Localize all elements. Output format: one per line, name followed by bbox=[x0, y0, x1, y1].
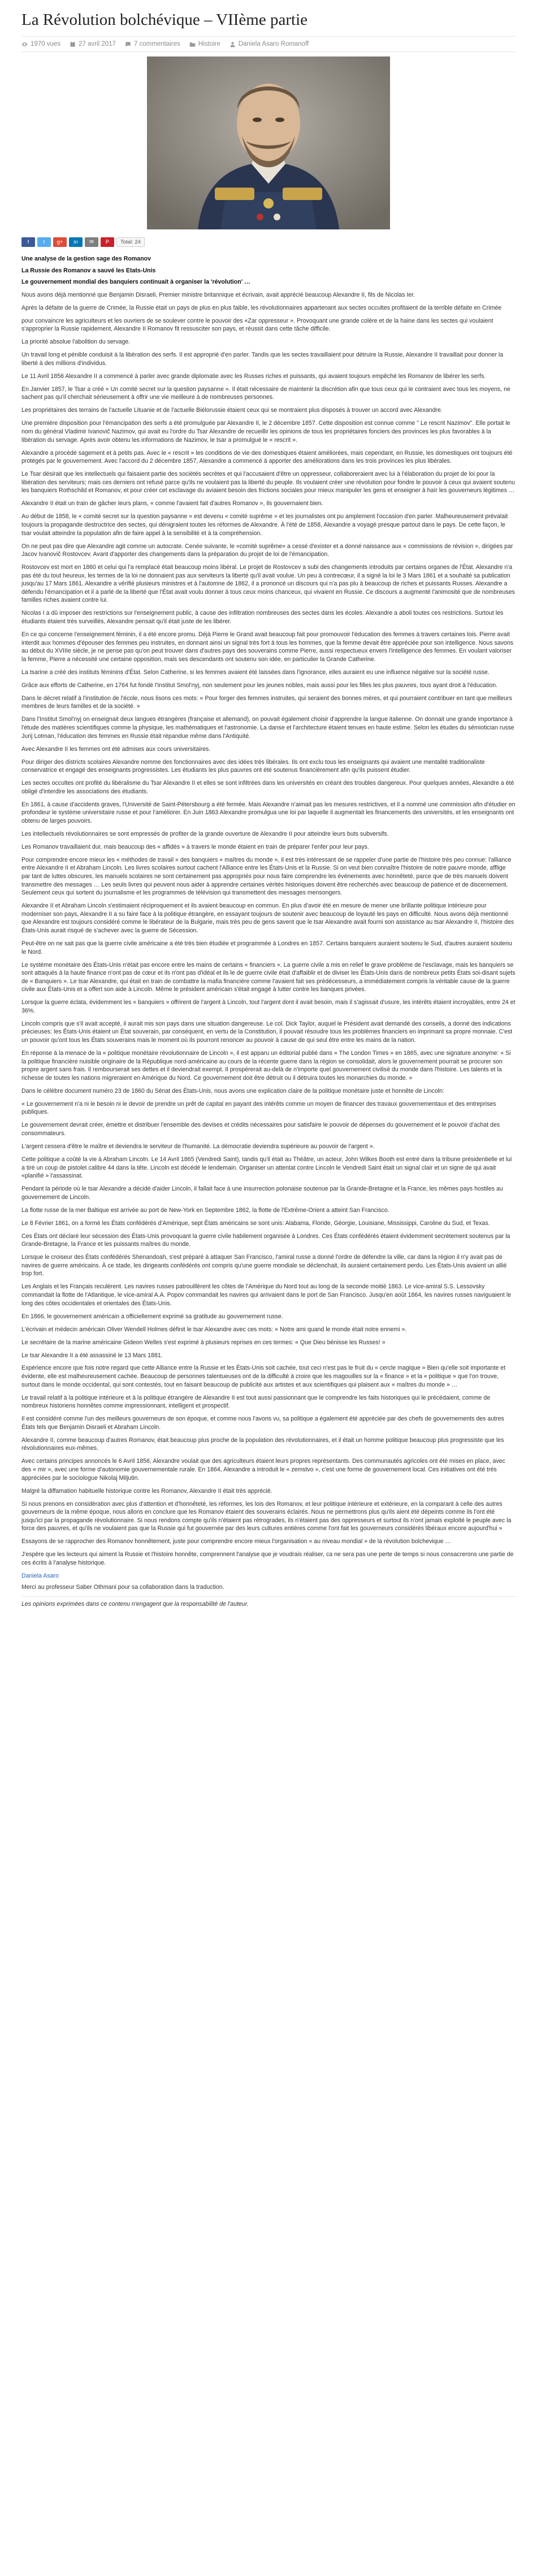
article-paragraph: Rostovcev est mort en 1860 et celui qui l'a remplacé était beaucoup moins libéral. Le projet de Rostovcev a subi des changements introduits par certains organes de l'État. Alexandre n'a pas été du tout heureux, les termes de la loi ne donnaient pas aux serviteurs la liberté qu'il avait voulue. Un peu à contrecœur, il a signé la loi le 3 Mars 1861 et a souhaité sa publication jusqu'au 17 Mars 1861. Alexandre a vérifié plusieurs ministres et à l'automne de 1862, il a prononcé un discours qui n'a pas plu à beaucoup de riches et puissants Russes. Alexandre a défendu l'émancipation et il a parlé de la liberté que l'État avait voulu donner à tous ceux moins chanceux, qui vivaient en Russie. Ce discours a augmenté l'animosité que de nombreuses familles riches avaient contre lui. bbox=[21, 564, 515, 604]
article-paragraph: Ces États ont déclaré leur sécession des États-Unis provoquant la guerre civile habilement organisée à Londres. Ces États confédérés étaient évidemment secrètement soutenus par la Grande-Bretagne, la France et les puissants maîtres du monde. bbox=[21, 1232, 510, 1248]
publish-date: 27 avril 2017 bbox=[79, 41, 116, 47]
article-meta bbox=[21, 36, 516, 52]
share-bar bbox=[21, 237, 516, 247]
article-paragraph: Le système monétaire des États-Unis n'était pas encore entre les mains de certains « financiers ». La guerre civile a mis en relief le grave problème de l'esclavage, mais les banquiers se sont attaqués à la haute finance n'ont pas de cœur et ils n'ont pas d'idéal et ils le de guerre civile était d'affaiblir et de diviser les États-Unis dans de nombreux petits États soi-disant sujets de « Banquiers ». Le tsar Alexandre, qui était en train de combattre la mafia financière comme l'avaient fait ses prédécesseurs, a immédiatement compris la véritable cause de la guerre civile aux États-Unis et a offert son aide à Lincoln. Même le président américain s'était engagé à lutter contre les banques privées. bbox=[21, 961, 516, 993]
views-count: 1970 vues bbox=[31, 41, 61, 47]
article-paragraph: Le tsar Alexandre II a été assassiné le 13 Mars 1881. bbox=[21, 1352, 163, 1359]
user-icon bbox=[229, 41, 236, 47]
article-body bbox=[21, 255, 516, 1609]
category-link[interactable]: Histoire bbox=[198, 41, 220, 47]
article-paragraph: Pour diriger des districts scolaires Alexandre nomme des fonctionnaires avec des idées très libérales. Ils ont exclu tous les enseignants qui avaient une mentalité traditionaliste conservatrice et engagé des enseignants progressistes. Les étudiants les plus pauvres ont été soutenus financièrement afin qu'ils puissent étudier. bbox=[21, 758, 485, 774]
article-paragraph: Dans l'Institut Smol'nyj on enseignait deux langues étrangères (française et allemand), on pouvait également choisir d'apprendre la langue italienne. On donnait une grande importance à l'étude des matières scientifiques comme la physique, les mathématiques et l'astronomie. La danse et l'architecture étaient tenues en haute estime. Selon les études du sémiotician russe Jurij Lotman, l'éducation des femmes en Russie était répandue même dans l'Antiquité. bbox=[21, 716, 514, 740]
article-paragraph: Alexandre II était un train de gâcher leurs plans, « comme l'avaient fait d'autres Romanov », ils gouvernaient bien. bbox=[21, 500, 323, 507]
share-total-count: Total: 24 bbox=[116, 237, 145, 247]
article-paragraph: En 1861, à cause d'accidents graves, l'Université de Saint-Pétersbourg a été fermée. Mais Alexandre n'aimait pas les mesures restrictives, et il a nommé une commission afin d'étudier en profondeur le système universitaire russe et pour l'améliorer. En Juin 1863 Alexandre promulgua une loi par laquelle il augmentait les financements des universités, et les enseignants ont obtenu de larges pouvoirs. bbox=[21, 801, 516, 824]
author-meta[interactable] bbox=[229, 41, 309, 47]
article-paragraph: Essayons de se rapprocher des Romanov honnêtement, juste pour comprendre encore mieux l'organisation « au niveau mondial » de la révolution bolchevique … bbox=[21, 1538, 451, 1545]
article-paragraph: Le Tsar désirait que les intellectuels qui faisaient partie des sociétés secrètes et qui l'accusaient d'être un oppresseur, collaboreraient avec lui à l'élaboration du projet de loi pour la libération des serviteurs; mais ces derniers ont refusé parce qu'ils ne voulaient pas la liberté du peuple. Ils voulaient créer une révolution pour fondre le pouvoir à ceux qui avaient soutenu les banquiers Rothschild et Romanov, et pour créer cet esclavage du aviaient besoin des frictions sociales pour mieux manipuler les gens et enseigner à haïr les gouverneurs légitimes … bbox=[21, 471, 515, 494]
article-paragraph: Lorsque la guerre éclata, évidemment les « banquiers » offrirent de l'argent à Lincoln, tout l'argent dont il avait besoin, mais il s'agissait d'usure, les intérêts étaient incroyables, entre 24 et 36%. bbox=[21, 999, 516, 1014]
comments-link[interactable]: 7 commentaires bbox=[133, 41, 180, 47]
comments-meta[interactable] bbox=[125, 41, 180, 47]
article-paragraph: En ce qui concerne l'enseignement féminin, il a été encore promu. Déjà Pierre le Grand avait beaucoup fait pour promouvoir l'éducation des femmes à travers certaines lois. Pierre avait interdit aux hommes d'épouser des femmes peu instruites, en donnant ainsi un signal très fort à tous les hommes, que la femme devait être appréciée pour son intelligence. Nous savons au début du XVIIIe siècle, je ne pense pas qu'on peut trouver dans d'autres pays des souverains comme Pierre, aussi respectueux envers l'intelligence des femmes. En voulant valoriser la femme, Pierre a nécessité une certaine opposition, mais ses descendants ont soutenu son idée, en particulier la Grande Catherine. bbox=[21, 631, 514, 663]
article-paragraph: Lorsque le croiseur des États confédérés Shenandoah, s'est préparé à attaquer San Francisco, l'amiral russe a donné l'ordre de défendre la ville, car dans la région il n'y avait pas de navires de guerre américains. À ce stade, les dirigeants confédérés ont compris qu'une guerre mondiale se déclenchait, ils auraient certainement perdu. Les États-Unis avaient un allié trop fort. bbox=[21, 1254, 507, 1278]
article-paragraph: Alexandre II et Abraham Lincoln s'estimaient réciproquement et ils avaient beaucoup en commun. En plus d'avoir été en mesure de mener une brillante politique intérieure pour moderniser son pays, Alexandre II a su faire face à la politique étrangère, en essayant toujours de soutenir avec beaucoup de loyauté les pays en difficulté. Nous avons déjà mentionné que Alexandre est toujours considéré comme le libérateur de la Bulgarie, mais très peu de gens savent que le tsar Alexandre avait fourni son assistance au tsar Alexandre II, l'histoire des États-Unis aurait risqué de s'achever avec la guerre de Sécession. bbox=[21, 902, 514, 934]
article-paragraph: Alexandre II, comme beaucoup d'autres Romanov, était beaucoup plus proche de la population des révolutionnaires, et il était un homme politique beaucoup plus progressiste que les révolutionnaires eux-mêmes. bbox=[21, 1436, 504, 1452]
article-paragraph: L'argent cessera d'être le maître et deviendra le serviteur de l'humanité. La démocratie deviendra supérieure au pouvoir de l'argent ». bbox=[21, 1143, 375, 1150]
date-meta bbox=[70, 41, 116, 47]
share-linkedin-button[interactable]: in bbox=[69, 237, 83, 247]
article-paragraph: Avec certains principes annoncés le 6 Avril 1856, Alexandre voulait que des agriculteurs étaient leurs propres représentants. Des communautés agricoles ont été mises en place, avec des « mir », avec une forme d'autonomie gouvernementale rurale. En 1864, Alexandre a introduit le « zemstvo », c'est une forme de gouvernement local. Ces initiatives ont été très appréciées par le sociologue Nikolaj Miljutin. bbox=[21, 1458, 505, 1482]
article-paragraph: Alexandre a procédé sagement et à petits pas. Avec le « rescrit » les conditions de vie des domestiques étaient améliorées, mais cependant, en Russie, les domestiques ont toujours été protégés par le gouvernement. Avec l'accord du 2 décembre 1857, Alexandre a commencé à apporter des améliorations dans les trois provinces les plus libérales. bbox=[21, 449, 513, 465]
share-google-button[interactable]: g+ bbox=[53, 237, 67, 247]
share-twitter-button[interactable]: t bbox=[37, 237, 51, 247]
article-paragraph: J'espère que les lecteurs qui aiment la Russie et l'histoire honnête, comprennent l'analyse que je voudrais réaliser, ca ne sera pas une perte de temps si nous consacrerons une partie de ces écrits à l'analyse historique. bbox=[21, 1551, 514, 1566]
article-paragraph: La flotte russe de la mer Baltique est arrivée au port de New-York en Septembre 1862, la flotte de l'Extrême-Orient a atteint San Francisco. bbox=[21, 1206, 389, 1214]
article-paragraph: En réponse à la menace de la « politique monétaire révolutionnaire de Lincoln », il est apparu un éditorial publié dans « The London Times » en 1865, avec une signature anonyme: « Si la politique financière nuisible originaire de la République nord-américaine au cours de la récente guerre dans la région se consolidait, alors le gouvernement pourrait se procurer son propre argent sans frais. Il rembourserait ses dettes et il deviendrait exempt. Il prospérerait au-delà de n'importe quel gouvernement civilisé du monde dans l'histoire. Les talents et la richesse de toutes les nations migreraient en Amérique du Nord. Ce gouvernement doit être détruit ou il détruira toutes les monarchies du monde. » bbox=[21, 1050, 511, 1081]
share-facebook-button[interactable]: f bbox=[21, 237, 35, 247]
portrait-image bbox=[147, 57, 390, 229]
article-paragraph: Dans le décret relatif à l'institution de l'école, nous lisons ces mots: « Pour forger des femmes instruites, qui seraient des bonnes mères, et qui pourraient contribuer en tant que meilleurs membres de leurs familles et de la société. » bbox=[21, 694, 512, 710]
subheading-2: La Russie des Romanov a sauvé les Etats-Unis bbox=[21, 267, 156, 274]
translation-thanks: Merci au professeur Saber Othmani pour sa collaboration dans la traduction. bbox=[21, 1584, 224, 1591]
article-paragraph: Pour comprendre encore mieux les « méthodes de travail » des banquiers « maîtres du monde », il est très intéressant de se rappeler d'une partie de l'histoire très peu connue: l'alliance entre Alexandre II et Abraham Lincoln. Les livres scolaires surtout cachent l'Alliance entre les États-Unis et la Russie. Si on veut bien connaître l'histoire de notre pauvre monde, afflige par tant de luttes obscures, les manuels scolaires ne sont certainement pas appropriés pour nous faire comprendre les événements avec honnêteté, parce que de très manuels doivent transmettre des messages … Les seuls livres qui peuvent nous aider à apprendre certaines vérités historiques doivent être recherchés avec beaucoup de patience et de discernement. Seulement ceux qui sortent du journalisme et les programmes de télévision qui transmettent des messages mensongers. bbox=[21, 856, 512, 897]
article-paragraph: Avec Alexandre II les femmes ont été admises aux cours universitaires. bbox=[21, 745, 211, 753]
article-paragraph: Nicolas I a dû imposer des restrictions sur l'enseignement public, à cause des infiltration nombreuses des sectes dans les écoles. Alexandre a aboli toutes ces restrictions. Surtout les étudiants étaient très surveillés, Alexandre pensait qu'il était juste de les libérer. bbox=[21, 610, 504, 625]
page-title: La Révolution bolchévique – VIIème partie bbox=[21, 11, 308, 29]
article-paragraph: Cette politique a coûté la vie à Abraham Lincoln. Le 14 Avril 1865 (Vendredi Saint), tandis qu'il était au Théâtre, un acteur, John Wilkes Booth est entré dans la tribune présidentielle et lui a tiré un coup de pistolet calibre 44 dans la tête. Lincoln est décédé le lendemain. Organiser un attentat contre Lincoln le Vendredi Saint était un signal clair et un signe de qui avait «planifié » l'assassinat. bbox=[21, 1155, 512, 1180]
article-paragraph: Le gouvernement devrait créer, émettre et distribuer l'ensemble des devises et crédits nécessaires pour satisfaire le pouvoir de dépenses du gouvernement et le pouvoir d'achat des consommateurs. bbox=[21, 1122, 500, 1137]
category-meta[interactable] bbox=[189, 41, 220, 47]
subheading-1: Une analyse de la gestion sage des Romanov bbox=[21, 255, 151, 262]
article-paragraph: Dans le célèbre document numéro 23 de 1860 du Sénat des États-Unis, nous avons une explication claire de la politique monétaire juste et honnête de Lincoln: bbox=[21, 1087, 444, 1094]
article-paragraph: Après la défaite de la guerre de Crimée, la Russie était un pays de plus en plus faible, les révolutionnaires appartenant aux sectes occultes profitaient de la terrible défaite en Crimée bbox=[21, 304, 502, 311]
article-paragraph: Le 11 Avril 1856 Alexandre II a commencé à parler avec grande diplomatie avec les Russes riches et puissants, qui avaient toujours empêché les Romanov de libérer les serfs. bbox=[21, 372, 486, 380]
article-paragraph: pour convaincre les agriculteurs et les ouvriers de se soulever contre le pouvoir des «Zar oppresseur ». Provoquant une grande colère et de la haine dans les sectes qui voulaient s'approprier la Russie rapidement, Alexandre II Romanov fit ressusciter son pays, et réussit dans cette tâche difficile. bbox=[21, 317, 493, 333]
article-paragraph: Les intellectuels révolutionnaires se sont empressés de profiter de la grande ouverture de Alexandre II pour atteindre leurs buts subversifs. bbox=[21, 830, 389, 837]
article-paragraph: Si nous prenons en considération avec plus d'attention et d'honnêteté, les réformes, les lois des Romanov, et leur politique intérieure et extérieure, en la comparant à celle des autres gouverneurs de la même époque, nous allons en conclure que les Romanov étaient des souverains éclairés. Nous ne permettrons plus qu'ils aient été dépeints comme ils l'ont été jusqu'ici par la propagande révolutionnaire. Si nous rendons compte qu'ils n'étaient pas rétrogrades, ils n'étaient pas des oppresseurs et surtout ils n'ont jamais exploité le peuple avec la force des pauvres, et qu'ils ne voulaient pas que la Russie qui fut gouvernée par des leurs cultures entières comme l'ont fait les gouverneurs considérés libéraux encore aujourd'hui » bbox=[21, 1500, 512, 1532]
article-paragraph: Un travail long et pénible conduisit à la libération des serfs. Il est approprié d'en parler. Tandis que les sectes travaillaient pour détruire la Russie, Alexandre II travaillait pour donner la liberté à des millions d'individus. bbox=[21, 351, 504, 367]
eye-icon bbox=[21, 41, 28, 47]
article-paragraph: Une première disposition pour l'émancipation des serfs a été promulguée par Alexandre II, le 2 décembre 1857. Cette disposition est connue comme " Le rescrit Nazimov". Elle portait le nom du général Vladimir Ivanovič Nazimov, qui avait eu l'ordre du Tsar Alexandre de recueillir les opinions de tous les propriétaires fonciers des provinces les plus favorables à la libération du servage. Après avoir obtenu les informations de Nazimov, le tsar a promulgué le « rescrit ». bbox=[21, 420, 510, 444]
article-paragraph: Les sectes occultes ont profité du libéralisme du Tsar Alexandre II et elles se sont infiltrées dans les universités en créant des troubles dangereux. Pour quelques années, Alexandre a été obligé d'interdire les associations des étudiants. bbox=[21, 780, 514, 795]
article-paragraph: On ne peut pas dire que Alexandre agit comme un autocrate. Cenée suivante, le «comité suprême» a cessé d'exister et a donné naissance aux « commissions de révision », dirigées par Jacov Ivanovič Rostovcev. Avant d'apporter des changements dans la préparation du projet de loi de l'émancipation. bbox=[21, 542, 513, 558]
share-email-button[interactable]: ✉ bbox=[85, 237, 98, 247]
article-paragraph: Les propriétaires des terrains de l'actuelle Lituanie et de l'actuelle Biélorussie étaient ceux qui se montraient plus disposés à trouver un accord avec Alexandre. bbox=[21, 407, 443, 414]
views-meta bbox=[21, 41, 60, 47]
article-paragraph: La priorité absolue l'abolition du servage. bbox=[21, 338, 131, 346]
article-paragraph: Le secrétaire de la marine américaine Gideon Welles s'est exprimé à plusieurs reprises en ces termes: « Que Dieu bénisse les Russes! » bbox=[21, 1339, 386, 1346]
article-paragraph: Grâce aux efforts de Catherine, en 1764 fut fondé l'Institut Smol'nyj, non seulement pour les jeunes nobles, mais aussi pour les filles les plus pauvres, tous ayant droit à l'éducation. bbox=[21, 681, 498, 689]
article-paragraph: Au début de 1858, le « comité secret sur la question paysanne » est devenu « comité suprême » et les journalistes ont pu amplement l'occasion d'en parler. Malheureusement prévalait toujours la propagande destructrice des sectes, qui dénigraient toutes les réformes de Alexandre. À l'été de 1858, Alexandre a voyagé presque partout dans le pays. De cette façon, le tsar voulait atteindre la population afin de faire appel à la sensibilité et à la compréhension. bbox=[21, 513, 508, 537]
article-paragraph: Le 8 Février 1861, on a formé les États confédérés d'Amérique, sept États américains se sont unis: Alabama, Floride, Géorgie, Louisiane, Mississippi, Caroline du Sud, et Texas. bbox=[21, 1219, 490, 1227]
article-paragraph: Les Romanov travaillaient dur, mais beaucoup des « affidés » à travers le monde étaient en train de préparer l'enfer pour leur pays. bbox=[21, 843, 369, 850]
article-paragraph: L'écrivain et médecin américain Oliver Wendell Holmes définit le tsar Alexandre avec ces mots: « Notre ami quand le monde était notre ennemi ». bbox=[21, 1326, 407, 1333]
article-paragraph: Peut-être on ne sait pas que la guerre civile américaine a été très bien étudiée et programmée à Londres en 1857. Certains banquiers auraient soutenu le Sud, d'autres auraient soutenu le Nord. bbox=[21, 940, 512, 955]
article-paragraph: Malgré la diffamation habituelle historique contre les Romanov, Alexandre II était très apprécié. bbox=[21, 1487, 272, 1495]
article-paragraph: « Le gouvernement n'a ni le besoin ni le devoir de prendre un prêt de capital en payant des intérêts comme un moyen de financer des travaux gouvernementaux et des entreprises publiques. bbox=[21, 1100, 496, 1116]
comment-icon bbox=[125, 41, 131, 47]
folder-icon bbox=[189, 41, 196, 47]
article-paragraph: Expérience encore que fois notre regard que cette Alliance entre la Russie et les États-Unis soit cachée, tout ceci n'est pas le fruit du « cercle magique » Bien qu'elle soit importante et évidente, elle est malheureusement cachée. Beaucoup de personnes talentueuses ont de la difficulté à croire que les magouilles sur la « finance » et la « politique » que l'on trouve, surtout dans le monde occidental, qui sont contestés, tout en faisant beaucoup de publicité aux artistes et aux scientifiques qui plaisent aux « maîtres du monde » … bbox=[21, 1365, 506, 1388]
disclaimer-note: Les opinions exprimées dans ce contenu n'engagent que la responsabilité de l'auteur. bbox=[21, 1596, 516, 1609]
article-paragraph: La tsarine a créé des instituts féminins d'État. Selon Catherine, si les femmes avaient été laissées dans l'ignorance, elles auraient eu une influence négative sur la société russe. bbox=[21, 668, 490, 676]
article-paragraphs bbox=[21, 291, 516, 1567]
article-paragraph: Nous avons déjà mentionné que Benjamin Disraeli, Premier ministre britannique et écrivain, avait apprécié beaucoup Alexandre II, fils de Nicolas Ier. bbox=[21, 291, 415, 298]
article-paragraph: Pendant la période où le tsar Alexandre a décidé d'aider Lincoln, il fallait face à une insurrection polonaise soutenue par la Grande-Bretagne et la France, les mêmes pays hostiles au gouvernement de Lincoln. bbox=[21, 1185, 503, 1201]
share-pinterest-button[interactable]: P bbox=[101, 237, 114, 247]
article-paragraph: En Janvier 1857, le Tsar a créé « Un comité secret sur la question paysanne ». Il était nécessaire de maintenir la discrétion afin que tous ceux qui le contraient avec tous les moyens, ne sachent pas qu'il cherchait sérieusement à offrir une vie meilleure à de nombreuses personnes. bbox=[21, 385, 510, 401]
calendar-icon bbox=[70, 41, 76, 47]
author-link-meta[interactable]: Daniela Asaro Romanoff bbox=[238, 41, 309, 47]
article-paragraph: Le travail relatif à la politique intérieure et à la politique étrangère de Alexandre II est tout aussi passionnant que le comprendre les faits historiques qui le précédaient, comme de nombreux historiens honnêtes comme impressionnant, intelligent et prospectif. bbox=[21, 1394, 491, 1410]
article-paragraph: En 1866, le gouvernement américain a officiellement exprimé sa gratitude au gouvernement russe. bbox=[21, 1313, 283, 1320]
article-paragraph: Les Anglais et les Français reculèrent. Les navires russes patrouillèrent les côtes de l'Amérique du Nord tout au long de la seconde moitié 1863. Le vice-amiral S.S. Lessovsky commandait la flotte de l'Atlantique, le vice-amiral A.A. Popov commandait les navires qui arrivaient dans le port de San Francisco. Jusqu'en août 1864, les navires russes naviguaient le long des côtes occidentales et orientales des États-Unis. bbox=[21, 1283, 512, 1307]
subheading-3: Le gouvernement mondial des banquiers continuait à organiser la 'révolution' … bbox=[21, 279, 250, 286]
author-signature-link[interactable]: Daniela Asaro bbox=[21, 1572, 59, 1579]
article-paragraph: Lincoln compris que s'il avait accepté, il aurait mis son pays dans une situation dangereuse. Le col. Dick Taylor, auquel le Président avait demandé des conseils, a donné des indications précieuses: les États-Unis étaient un État souverain, par conséquent, en vertu de la Constitution, il pouvait résoudre tous les problèmes financiers en imprimant sa propre monnaie. C'est un pouvoir qu'ont tous les États souverains mais le moment où ils pourront renoncer au pouvoir à cause de qui seul être entre les mains de la nation. bbox=[21, 1020, 513, 1044]
article-paragraph: Il est considéré comme l'un des meilleurs gouverneurs de son époque, et comme nous l'avons vu, sa politique a également été appréciée par des chefs de gouvernements des autres États tels que Benjamin Disraeli et Abraham Lincoln. bbox=[21, 1415, 504, 1431]
